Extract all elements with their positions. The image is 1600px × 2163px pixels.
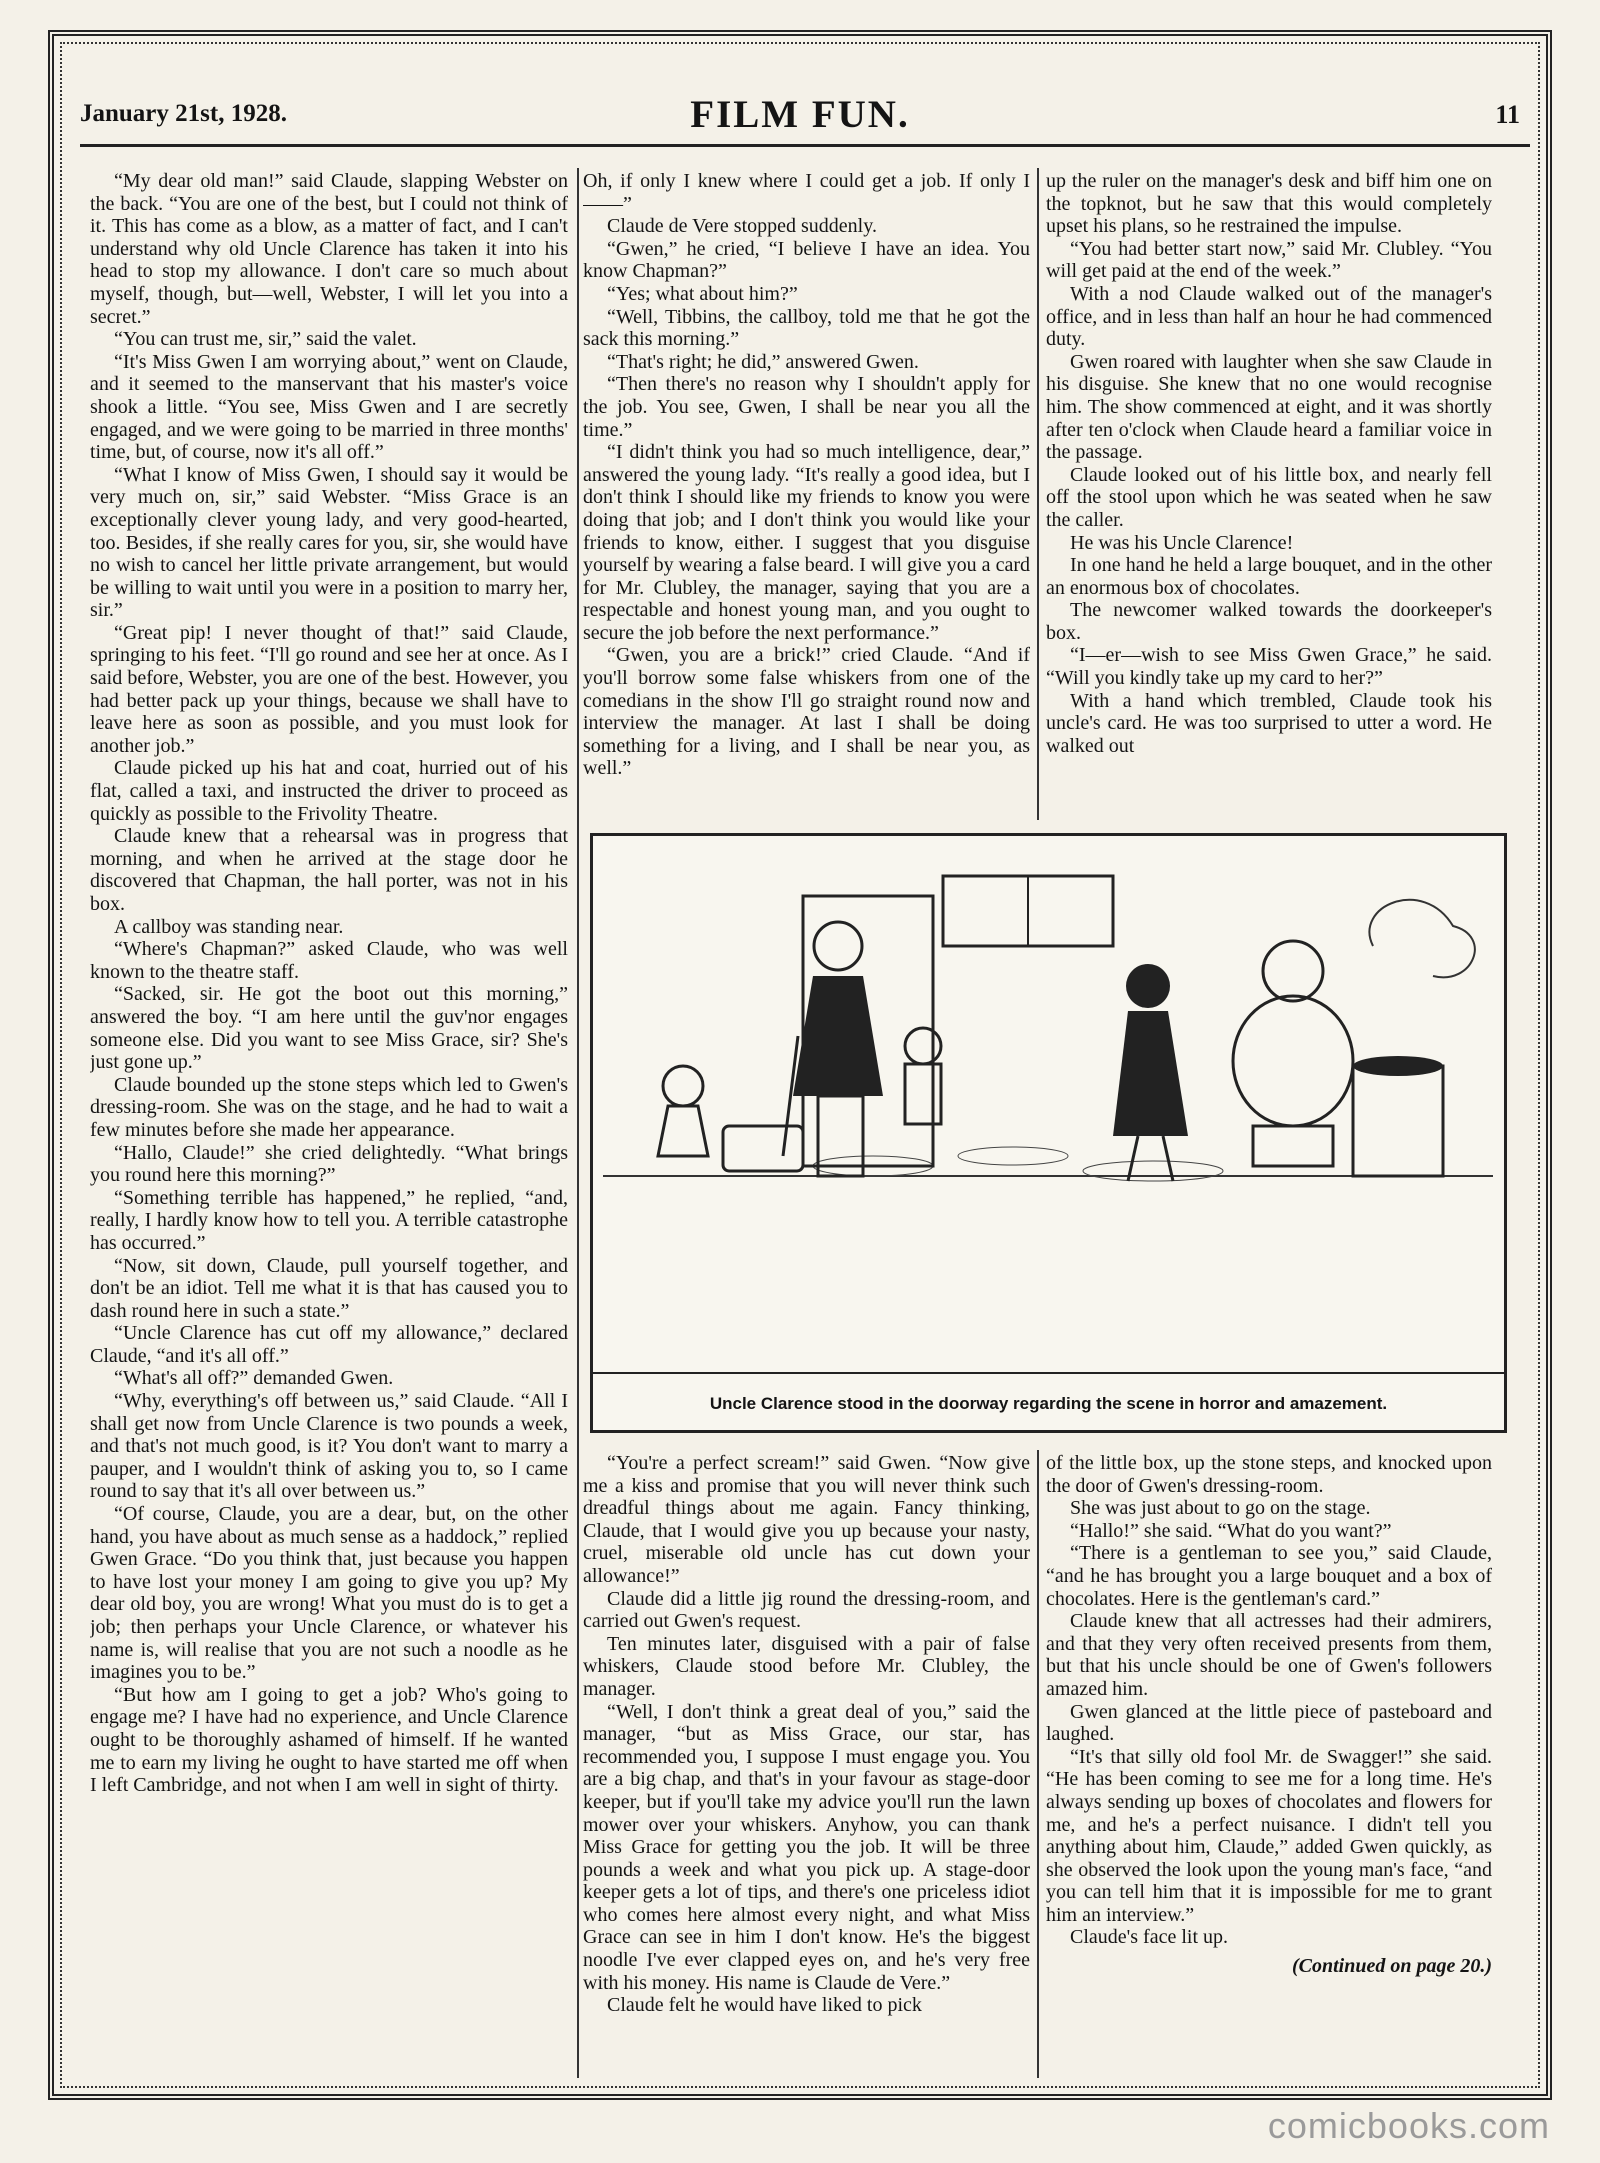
paragraph: “You're a perfect scream!” said Gwen. “Now give me a kiss and promise that you will never think such dreadful things about me again. Fancy thinking, Claude, that I would give you up because your nasty, cruel, miserable old uncle has cut down your allowance!” [583,1452,1030,1587]
cartoon-illustration [593,836,1504,1208]
paragraph: “Yes; what about him?” [607,282,798,305]
continued-note: (Continued on page 20.) [1291,1955,1492,1978]
page-header [80,92,1520,142]
paragraph: She was just about to go on the stage. [1070,1497,1371,1520]
cook-figure [1233,941,1353,1166]
illustration-caption: Uncle Clarence stood in the doorway regarding the scene in horror and amazement. [590,1372,1507,1433]
paragraph: “Where's Chapman?” asked Claude, who was well known to the theatre staff. [90,938,568,983]
paragraph: Claude knew that a rehearsal was in progress that morning, and when he arrived at the stage door he discovered that Chapman, the hall porter, was not in his box. [90,825,568,915]
paragraph: “What's all off?” demanded Gwen. [114,1367,394,1390]
paragraph: Oh, if only I knew where I could get a job. If only I——” [583,170,1030,215]
paragraph: Claude's face lit up. [1070,1926,1228,1949]
paragraph: Claude looked out of his little box, and nearly fell off the stool upon which he was seated when he saw the caller. [1046,463,1492,531]
paragraph: “Hallo!” she said. “What do you want?” [1070,1519,1392,1542]
header-rule [80,144,1530,147]
paragraph: up the ruler on the manager's desk and biff him one on the topknot, but he saw that this would completely upset his plans, so he restrained the impulse. [1046,170,1492,238]
stove-figure [1353,900,1475,1176]
paragraph: Claude picked up his hat and coat, hurried out of his flat, called a taxi, and instructed the driver to proceed as quickly as possible to the Frivolity Theatre. [90,757,568,825]
paragraph: “I—er—wish to see Miss Gwen Grace,” he said. “Will you kindly take up my card to her?” [1046,644,1492,690]
paragraph: “Hallo, Claude!” she cried delightedly. “What brings you round here this morning?” [90,1141,568,1187]
text-column-3 [1046,170,1492,825]
magazine-title: FILM FUN. [690,93,910,136]
paragraph: Gwen roared with laughter when she saw Claude in his disguise. She knew that no one would recognise him. The show commenced at eight, and it was shortly after ten o'clock when Claude heard a familiar voice in the passage. [1046,350,1492,464]
paragraph: “Well, Tibbins, the callboy, told me that he got the sack this morning.” [583,305,1030,351]
paragraph: “You can trust me, sir,” said the valet. [114,328,417,351]
paragraph: With a nod Claude walked out of the manager's office, and in less than half an hour he had commenced duty. [1046,282,1492,351]
child-figure [658,1066,803,1171]
paragraph: “Gwen, you are a brick!” cried Claude. “And if you'll borrow some false whiskers from one of the comedians in the show I'll go straight round now and interview the manager. At last I shall be doing something for a living, and I shall be near you, as well.” [583,644,1030,780]
paragraph: “Gwen,” he cried, “I believe I have an idea. You know Chapman?” [583,237,1030,283]
paragraph: “Great pip! I never thought of that!” said Claude, springing to his feet. “I'll go round and see her at once. As I said before, Webster, you are one of the best. However, you had better pack up your things, because we shall have to leave here as soon as possible, and you must look for another job.” [90,621,568,757]
paragraph: “You had better start now,” said Mr. Clubley. “You will get paid at the end of the week.” [1046,237,1492,283]
paragraph: He was his Uncle Clarence! [1070,531,1294,554]
paragraph: A callboy was standing near. [114,915,344,938]
paragraph: “Something terrible has happened,” he replied, “and, really, I hardly know how to tell you. A terrible catastrophe has occurred.” [90,1186,568,1254]
paragraph: “What I know of Miss Gwen, I should say it would be very much on, sir,” said Webster. “Miss Grace is an exceptionally clever young lady, and very good-hearted, too. Besides, if she really cares for you, sir, she would have no wish to cancel her little private arrangement, but would be willing to wait until you were in a position to marry her, sir.” [90,463,568,622]
paragraph: In one hand he held a large bouquet, and in the other an enormous box of chocolates. [1046,554,1492,599]
paragraph: “Then there's no reason why I shouldn't apply for the job. You see, Gwen, I shall be near you all the time.” [583,373,1030,441]
column-divider [1037,1450,1039,2078]
paragraph: “Well, I don't think a great deal of you,” said the manager, “but as Miss Grace, our star, has recommended you, I suppose I must engage you. You are a big chap, and that's in your favour as stage-door keeper, but if you'll take my advice you'll run the lawn mower over your whiskers. Anyhow, you can thank Miss Grace for getting you the job. It will be three pounds a week and what you pick up. A stage-door keeper gets a lot of tips, and there's one priceless idiot who comes here almost every night, and what Miss Grace can see in him I don't know. He's the biggest noodle I've ever clapped eyes on, and he's very free with his money. His name is Claude de Vere.” [583,1700,1030,1994]
text-column-2 [583,170,1030,825]
text-column-5 [1046,1452,1492,2077]
column-divider [1037,168,1039,820]
paragraph: Claude did a little jig round the dressing-room, and carried out Gwen's request. [583,1587,1030,1633]
page-number: 11 [1495,100,1520,129]
paragraph: “I didn't think you had so much intelligence, dear,” answered the young lady. “It's really a good idea, but I don't think I should like my friends to know you were doing that job; and I don't think you would like your friends to know, either. I suggest that you disguise yourself by wearing a false beard. I will give you a card for Mr. Clubley, the manager, saying that you are a respectable and honest young man, and you ought to secure the job before the next performance.” [583,441,1030,644]
woman-figure [1113,964,1188,1181]
paragraph: “Uncle Clarence has cut off my allowance,” declared Claude, “and it's all off.” [90,1322,568,1367]
boy-figure [905,1028,941,1124]
paragraph: Claude knew that all actresses had their admirers, and that they very often received presents from them, but that his uncle should be one of Gwen's followers amazed him. [1046,1610,1492,1700]
paragraph: The newcomer walked towards the doorkeeper's box. [1046,599,1492,644]
paragraph: “But how am I going to get a job? Who's going to engage me? I have had no experience, and Uncle Clarence ought to be thoroughly ashamed of himself. If he wanted me to earn my living he ought to have started me off when I left Cambridge, and not when I am well in sight of thirty. [90,1683,568,1797]
paragraph: of the little box, up the stone steps, and knocked upon the door of Gwen's dressing-room. [1046,1452,1492,1497]
paragraph: With a hand which trembled, Claude took his uncle's card. He was too surprised to utter a word. He walked out [1046,689,1492,757]
illustration-panel [590,833,1507,1433]
text-column-1 [90,170,568,2075]
paragraph: Claude felt he would have liked to pick [607,1994,922,2017]
paragraph: “Why, everything's off between us,” said Claude. “All I shall get now from Uncle Clarence is two pounds a week, and that's not much good, is it? You don't want to marry a pauper, and I wouldn't think of asking you to, so I came round to say that it's all over between us.” [90,1390,568,1503]
text-column-4 [583,1452,1030,2077]
paragraph: Claude bounded up the stone steps which led to Gwen's dressing-room. She was on the stage, and he had to wait a few minutes before she made her appearance. [90,1073,568,1141]
paragraph: “My dear old man!” said Claude, slapping Webster on the back. “You are one of the best, but I could not think of it. This has come as a blow, as a matter of fact, and I can't understand why old Uncle Clarence has taken it into his head to stop my allowance. I don't care so much about myself, though, but—well, Webster, I will let you into a secret.” [90,170,568,328]
paragraph: Ten minutes later, disguised with a pair of false whiskers, Claude stood before Mr. Clubley, the manager. [583,1632,1030,1700]
uncle-figure [783,922,883,1176]
paragraph: “Sacked, sir. He got the boot out this morning,” answered the boy. “I am here until the guv'nor engages someone else. Did you want to see Miss Grace, sir? She's just gone up.” [90,983,568,1074]
paragraph: Gwen glanced at the little piece of pasteboard and laughed. [1046,1700,1492,1746]
paragraph: “It's that silly old fool Mr. de Swagger!” she said. “He has been coming to see me for a long time. He's always sending up boxes of chocolates and flowers for me, and he's a perfect nuisance. I didn't tell you anything about him, Claude,” added Gwen quickly, as she observed the look upon the young man's face, “and you can tell him that it is impossible for me to grant him an interview.” [1046,1745,1492,1926]
watermark: comicbooks.com [1267,2105,1550,2146]
paragraph: Claude de Vere stopped suddenly. [607,215,877,238]
paragraph: “That's right; he did,” answered Gwen. [607,350,919,373]
paragraph: “It's Miss Gwen I am worrying about,” went on Claude, and it seemed to the manservant that his master's voice shook a little. “You see, Miss Gwen and I are secretly engaged, and we were going to be married in three months' time, but, of course, now it's all off.” [90,350,568,464]
paragraph: “Of course, Claude, you are a dear, but, on the other hand, you have about as much sense as a haddock,” replied Gwen Grace. “Do you think that, just because you happen to have lost your money I am going to give you up? My dear old boy, you are wrong! What you must do is to get a job; then perhaps your Uncle Clarence, or whatever his name is, will realise that you are not such a noodle as he imagines you to be.” [90,1503,568,1684]
issue-date: January 21st, 1928. [80,100,287,127]
paragraph: “There is a gentleman to see you,” said Claude, “and he has brought you a large bouquet and a box of chocolates. Here is the gentleman's card.” [1046,1542,1492,1610]
paragraph: “Now, sit down, Claude, pull yourself together, and don't be an idiot. Tell me what it is that has caused you to dash round here in such a state.” [90,1254,568,1322]
column-divider [577,168,579,2078]
